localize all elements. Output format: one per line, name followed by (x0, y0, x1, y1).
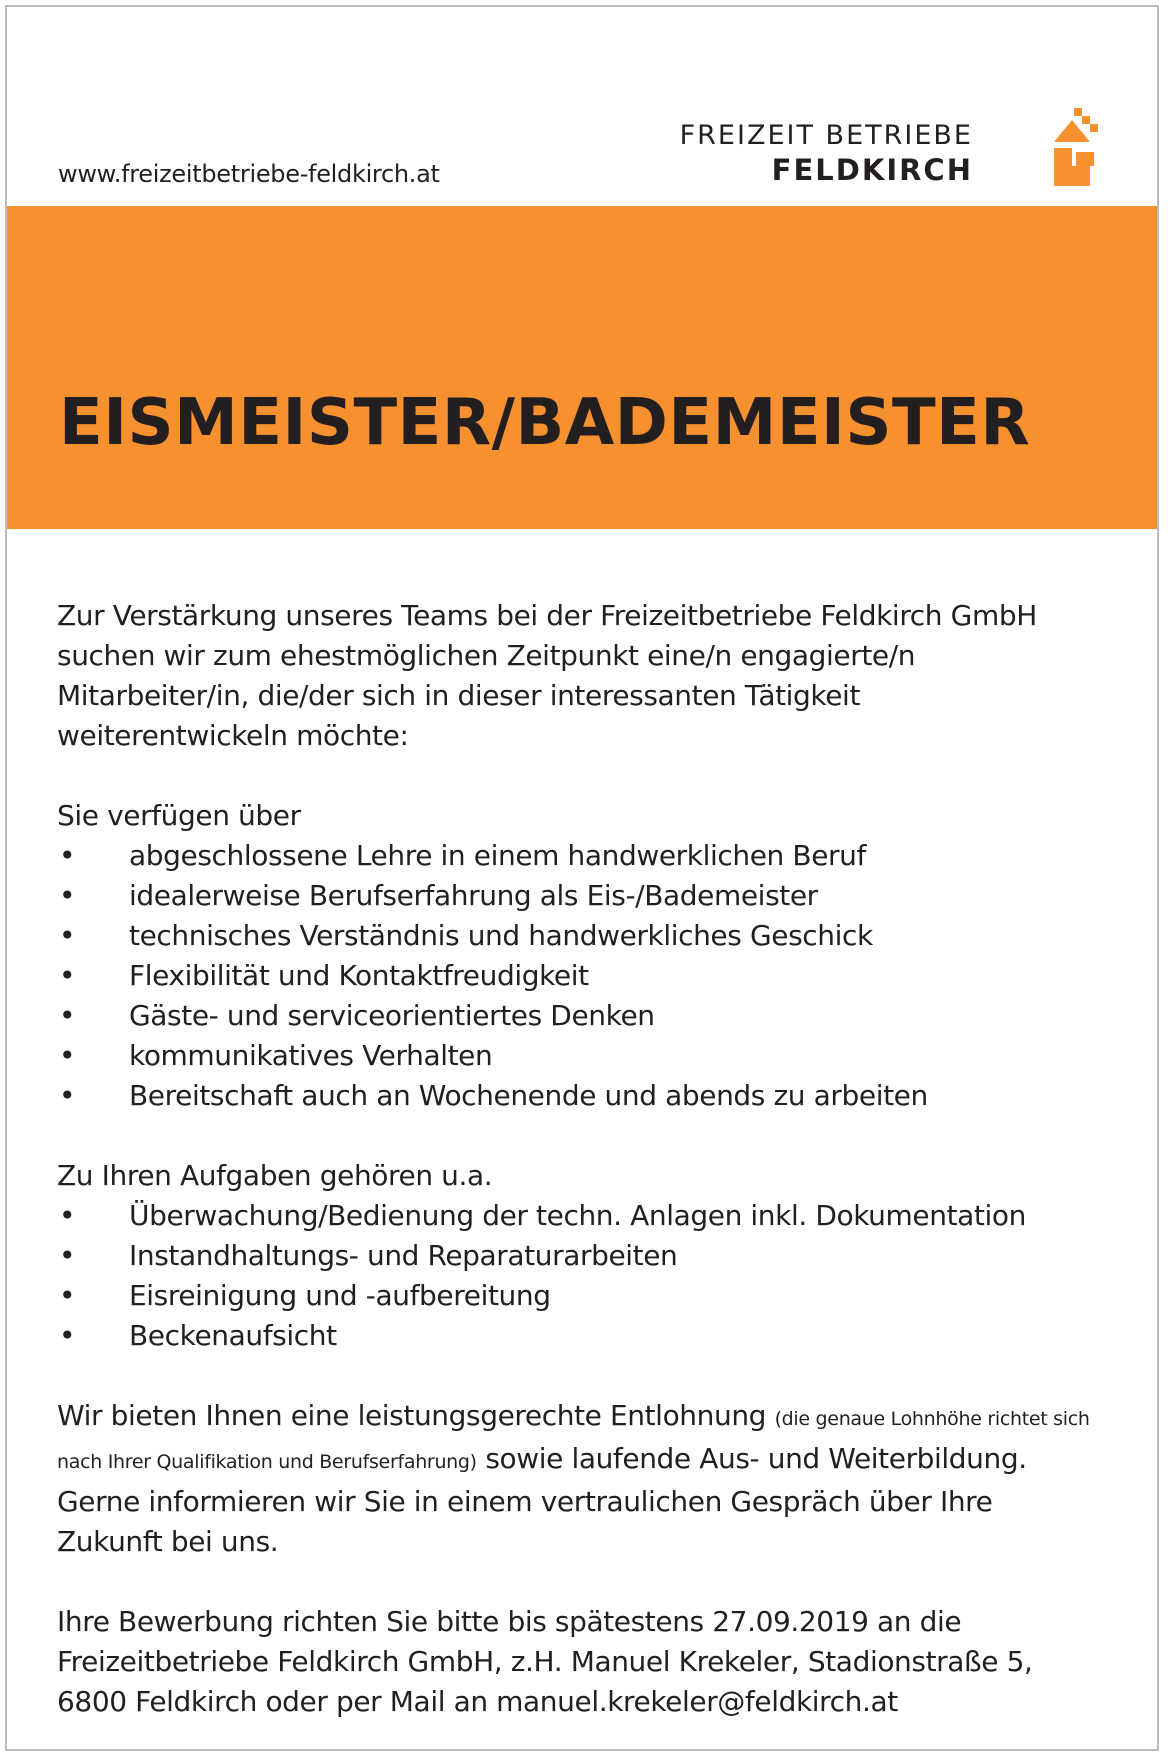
website-url[interactable]: www.freizeitbetriebe-feldkirch.at (58, 160, 440, 188)
tasks-list (57, 1196, 1097, 1356)
bullet-icon: • (59, 1279, 76, 1312)
list-item: • kommunikatives Verhalten (57, 1036, 1097, 1076)
offer-paragraph: Wir bieten Ihnen eine leistungsgerechte Entlohnung (die genaue Lohnhöhe richtet sich nach Ihrer Qualifikation und Berufserfahrung) sowie laufende Aus- und Weiterbildung. Gerne informieren wir Sie in einem vertraulichen Gespräch über Ihre Zukunft bei uns. (57, 1399, 1090, 1558)
bullet-icon: • (59, 919, 76, 952)
logo-text-line2: FELDKIRCH (771, 153, 973, 187)
bullet-icon: • (59, 1199, 76, 1232)
bullet-icon: • (59, 1239, 76, 1272)
tasks-heading: Zu Ihren Aufgaben gehören u.a. (57, 1159, 493, 1192)
list-item: • Bereitschaft auch an Wochenende und abends zu arbeiten (57, 1076, 1097, 1116)
bullet-icon: • (59, 1319, 76, 1352)
list-item: • idealerweise Berufserfahrung als Eis-/Bademeister (57, 876, 1097, 916)
list-item: • Flexibilität und Kontaktfreudigkeit (57, 956, 1097, 996)
list-item: • technisches Verständnis und handwerkliches Geschick (57, 916, 1097, 956)
job-title: EISMEISTER/BADEMEISTER (59, 386, 1031, 460)
list-item: • abgeschlossene Lehre in einem handwerklichen Beruf (57, 836, 1097, 876)
bullet-icon: • (59, 839, 76, 872)
job-description (57, 596, 1097, 1722)
bullet-icon: • (59, 1079, 76, 1112)
intro-paragraph: Zur Verstärkung unseres Teams bei der Freizeitbetriebe Feldkirch GmbH suchen wir zum ehestmöglichen Zeitpunkt eine/n engagierte/n Mitarbeiter/in, die/der sich in dieser interessanten Tätigkeit weiterentwickeln möchte: (57, 599, 1037, 752)
bullet-icon: • (59, 959, 76, 992)
application-paragraph: Ihre Bewerbung richten Sie bitte bis spätestens 27.09.2019 an die Freizeitbetriebe Feldkirch GmbH, z.H. Manuel Krekeler, Stadionstraße 5, 6800 Feldkirch oder per Mail an manuel.krekeler@feldkirch.at (57, 1605, 1033, 1718)
list-item: • Eisreinigung und -aufbereitung (57, 1276, 1097, 1316)
requirements-heading: Sie verfügen über (57, 799, 301, 832)
title-banner (7, 206, 1157, 529)
bullet-icon: • (59, 1039, 76, 1072)
list-item: • Gäste- und serviceorientiertes Denken (57, 996, 1097, 1036)
list-item: • Instandhaltungs- und Reparaturarbeiten (57, 1236, 1097, 1276)
list-item: • Überwachung/Bedienung der techn. Anlagen inkl. Dokumentation (57, 1196, 1097, 1236)
bullet-icon: • (59, 879, 76, 912)
requirements-list (57, 836, 1097, 1116)
company-logo (679, 108, 1098, 188)
bullet-icon: • (59, 999, 76, 1032)
list-item: • Beckenaufsicht (57, 1316, 1097, 1356)
logo-mark-icon (1050, 108, 1102, 186)
logo-text-line1: FREIZEIT BETRIEBE (679, 120, 973, 151)
